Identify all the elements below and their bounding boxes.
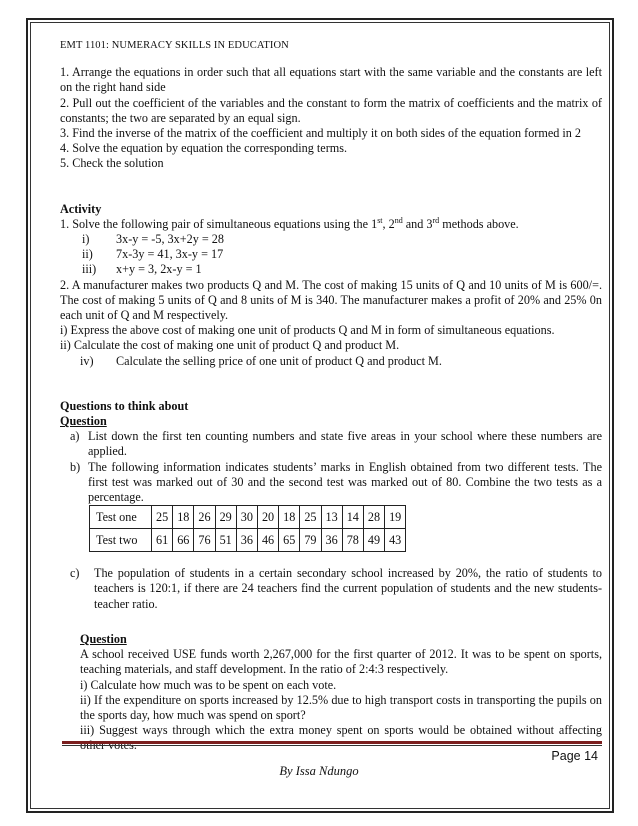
table-cell: 51 [215,529,236,552]
marks-table [89,505,406,552]
table-cell: 20 [257,506,278,529]
activity-section [60,202,602,369]
step-2: 2. Pull out the coefficient of the variables and the constant to form the matrix of coefficients and the matrix of constants; the two are separated by an equal sign. [60,95,602,125]
item-label: c) [70,566,80,581]
sub-equation: 3x-y = -5, 3x+2y = 28 [116,232,224,247]
step-4: 4. Solve the equation by equation the corresponding terms. [60,141,348,156]
table-cell: 29 [215,506,236,529]
table-row [90,529,406,552]
q1-text-4: methods above. [439,216,519,231]
item-text: The population of students in a certain secondary school increased by 20%, the ratio of students to teachers is 120:1, if there are 24 teachers find the current population of students and the new students-teacher ratio. [94,566,602,611]
q1-sub-i [60,232,602,247]
footer-rule-thin [62,745,602,746]
table-cell: 30 [236,506,257,529]
item-text: List down the first ten counting numbers and state five areas in your school where these numbers are applied. [88,429,602,459]
table-cell: 19 [385,506,406,529]
question2-i: i) Calculate how much was to be spent on each vote. [80,677,337,692]
think-item-c-wrap [60,566,602,612]
table-cell: 49 [363,529,384,552]
question2-ii: ii) If the expenditure on sports increased by 12.5% due to high transport costs in transporting the pupils on the sports day, how much was spend on sport? [80,692,602,722]
table-cell: 61 [152,529,173,552]
step-3: 3. Find the inverse of the matrix of the coefficient and multiply it on both sides of the equation formed in 2 [60,126,582,141]
table-cell: 18 [279,506,300,529]
table-cell: 14 [342,506,363,529]
footer-author: By Issa Ndungo [279,764,359,778]
page-content [60,38,602,754]
table-cell: 46 [257,529,278,552]
activity-q2: 2. A manufacturer makes two products Q and M. The cost of making 15 units of Q and 10 units of M is 600/=. The cost of making 5 units of Q and 8 units of M is 340. The manufacturer makes a profit of 20% and 25% 0n each unit of Q and M respectively. [60,277,602,323]
table-row-label: Test one [90,506,152,529]
activity-q2-iv [60,354,602,369]
table-cell: 25 [152,506,173,529]
table-cell: 28 [363,506,384,529]
table-cell: 26 [194,506,215,529]
item-label: b) [70,459,81,474]
q1-text-2: , 2 [382,216,395,231]
sub-num: iii) [82,262,97,277]
table-cell: 36 [321,529,342,552]
question2-iii: iii) Suggest ways through which the extra money spent on sports would be obtained without affecting [80,723,602,738]
table-cell: 18 [173,506,194,529]
sub-num: i) [82,232,90,247]
question2-section [60,632,602,754]
table-cell: 13 [321,506,342,529]
activity-q2-i: i) Express the above cost of making one unit of products Q and M in form of simultaneous equations. [60,323,555,338]
item-text: The following information indicates students’ marks in English obtained from two different tests. The first test was marked out of 30 and the second test was marked out of 80. Combine the two tests as a percentage. [88,459,602,505]
table-cell: 65 [279,529,300,552]
q1-sup-nd: nd [394,215,403,225]
activity-q2-ii: ii) Calculate the cost of making one unit of product Q and product M. [60,338,400,353]
question2-text: A school received USE funds worth 2,267,000 for the first quarter of 2012. It was to be spent on sports, teaching materials, and staff development. In the ratio of 2:4:3 respectively. [80,647,602,677]
q1-sub-ii [60,247,602,262]
think-section [60,399,602,612]
item-label: a) [70,429,80,444]
sub-num: iv) [80,353,94,368]
table-cell: 66 [173,529,194,552]
step-1: 1. Arrange the equations in order such that all equations start with the same variable and the constants are left on the right hand side [60,65,602,95]
table-cell: 76 [194,529,215,552]
think-question-list [60,429,602,505]
sub-text: Calculate the selling price of one unit of product Q and product M. [116,353,442,368]
table-cell: 43 [385,529,406,552]
question2-label: Question [80,631,127,646]
think-question-label: Question [60,414,107,429]
footer-rule-thick [62,741,602,744]
step-5: 5. Check the solution [60,156,164,171]
q1-text-3: and 3 [402,216,433,231]
sub-equation: 7x-3y = 41, 3x-y = 17 [116,247,224,262]
sub-num: ii) [82,247,93,262]
table-row [90,506,406,529]
table-cell: 36 [236,529,257,552]
table-cell: 25 [300,506,321,529]
activity-title: Activity [60,201,102,216]
page-header: EMT 1101: NUMERACY SKILLS IN EDUCATION [60,40,289,51]
table-row-label: Test two [90,529,152,552]
think-item-a [70,429,602,459]
table-cell: 79 [300,529,321,552]
activity-q1 [60,217,602,232]
steps-list [60,65,602,171]
page-number: Page 14 [551,749,598,763]
q1-sub-iii [60,262,602,277]
sub-equation: x+y = 3, 2x-y = 1 [116,262,202,277]
think-title: Questions to think about [60,398,189,413]
q1-sup-st: st [377,215,383,225]
think-item-b [70,460,602,506]
q1-sup-rd: rd [432,215,440,225]
think-item-c [70,566,602,612]
q1-text: 1. Solve the following pair of simultaneous equations using the 1 [60,216,378,231]
table-cell: 78 [342,529,363,552]
